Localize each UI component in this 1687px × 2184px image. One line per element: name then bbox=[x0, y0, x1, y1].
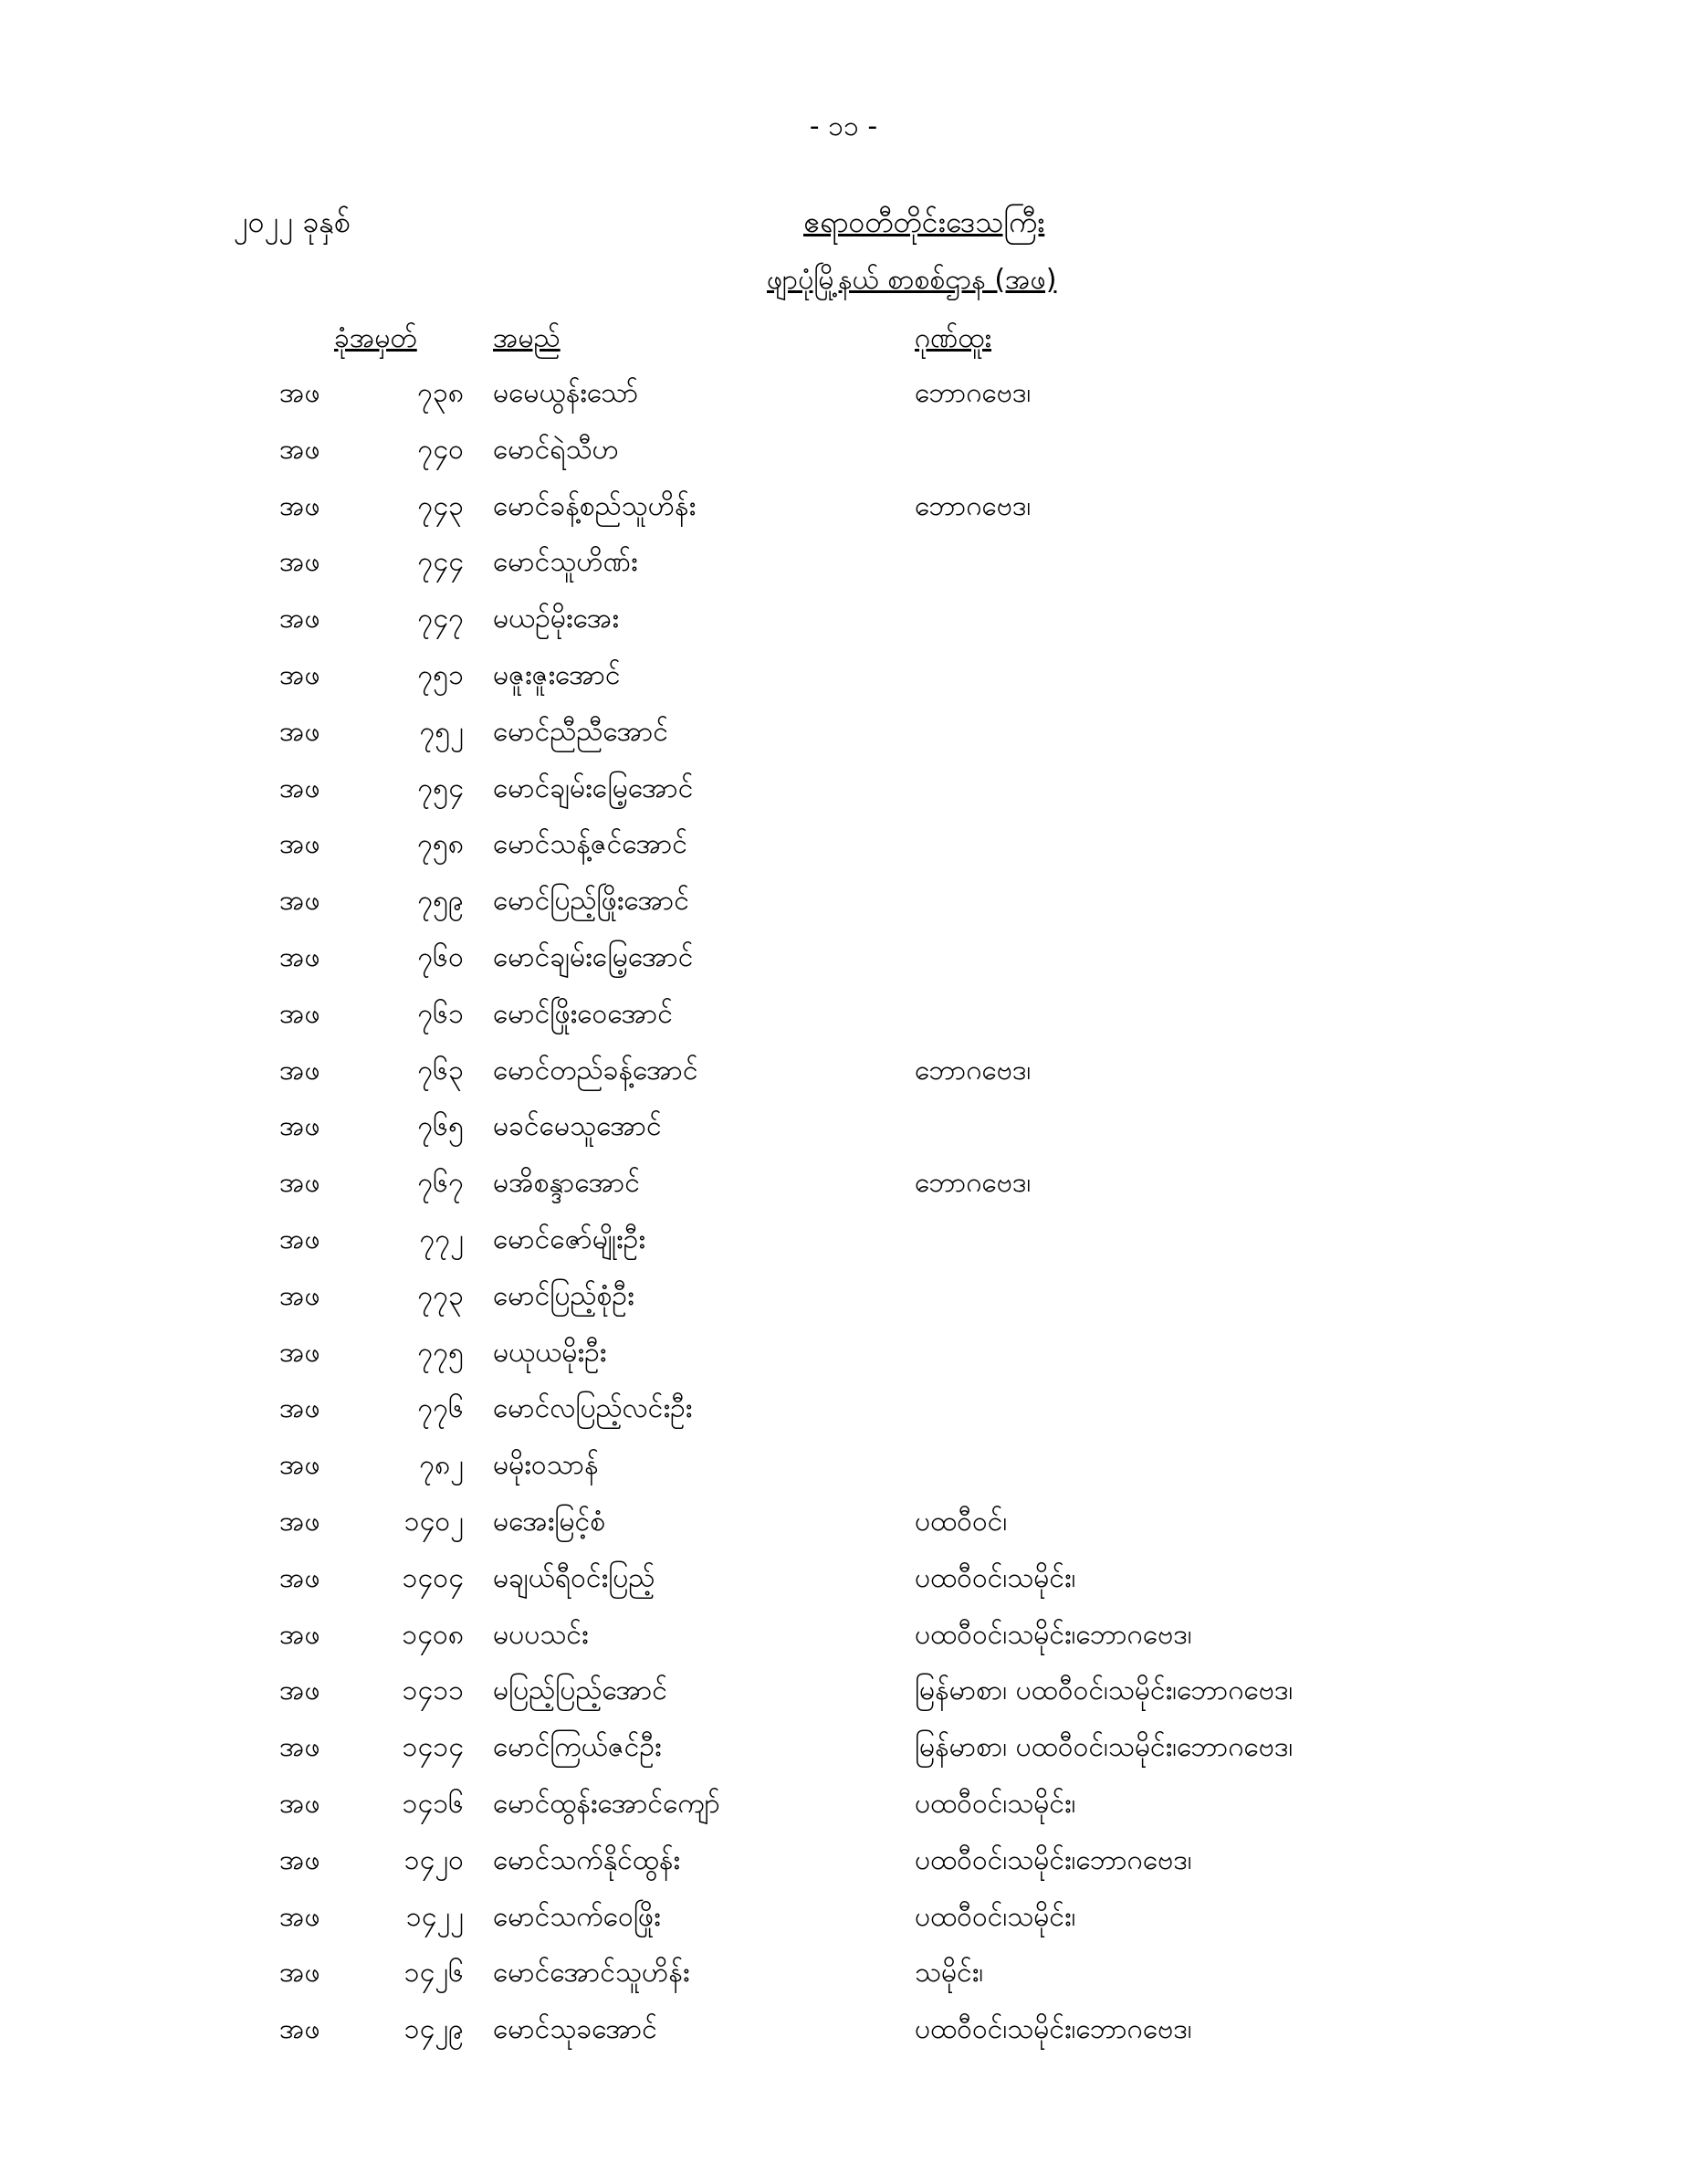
roll-prefix: အဖ bbox=[279, 489, 320, 522]
roll-number: ၇၃၈ bbox=[417, 377, 464, 409]
table-row bbox=[0, 422, 1687, 478]
distinction-subjects: ပထဝီဝင်၊သမိုင်း၊ဘောဂဗေဒ၊ bbox=[915, 1843, 1192, 1876]
roll-prefix: အဖ bbox=[279, 772, 320, 804]
student-name: မောင်ကြယ်ဇင်ဦး bbox=[493, 1731, 662, 1764]
table-row bbox=[0, 704, 1687, 761]
student-name: မချယ်ရီဝင်းပြည့် bbox=[493, 1561, 655, 1594]
roll-number: ၁၄၁၄ bbox=[402, 1731, 464, 1764]
column-header-name: အမည် bbox=[493, 322, 561, 354]
table-row bbox=[0, 365, 1687, 422]
distinction-subjects: ဘောဂဗေဒ၊ bbox=[915, 489, 1032, 522]
roll-prefix: အဖ bbox=[279, 1167, 320, 1200]
table-row bbox=[0, 1155, 1687, 1212]
roll-number: ၇၆၃ bbox=[417, 1054, 464, 1087]
roll-number: ၁၄၂၆ bbox=[403, 1957, 464, 1990]
student-name: မမိုးဝသာန် bbox=[493, 1449, 599, 1482]
table-row bbox=[0, 1212, 1687, 1268]
roll-prefix: အဖ bbox=[279, 658, 320, 691]
student-name: မောင်ပြည့်စုံဦး bbox=[493, 1279, 634, 1312]
roll-number: ၇၅၄ bbox=[417, 772, 464, 804]
student-name: မယဉ်မိုးအေး bbox=[493, 603, 619, 635]
roll-prefix: အဖ bbox=[279, 1843, 320, 1876]
roll-prefix: အဖ bbox=[279, 1392, 320, 1425]
roll-number: ၁၄၁၆ bbox=[402, 1787, 464, 1820]
roll-prefix: အဖ bbox=[279, 1054, 320, 1087]
roll-prefix: အဖ bbox=[279, 1449, 320, 1482]
roll-number: ၇၆၅ bbox=[417, 1110, 464, 1143]
distinction-subjects: သမိုင်း၊ bbox=[915, 1957, 984, 1990]
distinction-subjects: မြန်မာစာ၊ ပထဝီဝင်၊သမိုင်း၊ဘောဂဗေဒ၊ bbox=[915, 1675, 1294, 1707]
roll-number: ၇၆၇ bbox=[417, 1167, 464, 1200]
student-name: မောင်သုခအောင် bbox=[493, 2013, 657, 2046]
roll-prefix: အဖ bbox=[279, 940, 320, 973]
student-name: မောင်ဇော်မျိုးဦး bbox=[493, 1223, 645, 1255]
roll-number: ၁၄၀၄ bbox=[402, 1561, 464, 1594]
student-name: မောင်ချမ်းမြေ့အောင် bbox=[493, 772, 694, 804]
distinction-subjects: ပထဝီဝင်၊သမိုင်း၊ဘောဂဗေဒ၊ bbox=[915, 2013, 1192, 2046]
distinction-subjects: ဘောဂဗေဒ၊ bbox=[915, 1167, 1032, 1200]
table-row bbox=[0, 1889, 1687, 1946]
table-row bbox=[0, 986, 1687, 1043]
page-number: - ၁၁ - bbox=[809, 110, 878, 142]
table-row bbox=[0, 1437, 1687, 1494]
table-row bbox=[0, 1325, 1687, 1381]
roll-prefix: အဖ bbox=[279, 433, 320, 466]
student-name: မောင်အောင်သူဟိန်း bbox=[493, 1957, 690, 1990]
table-row bbox=[0, 1098, 1687, 1155]
student-name: မောင်သက်နိုင်ထွန်း bbox=[493, 1843, 681, 1876]
roll-number: ၇၄၄ bbox=[417, 546, 464, 579]
roll-number: ၇၇၅ bbox=[417, 1336, 464, 1369]
student-name: မခင်မေသူအောင် bbox=[493, 1110, 662, 1143]
distinction-subjects: ပထဝီဝင်၊သမိုင်း၊ bbox=[915, 1787, 1076, 1820]
roll-number: ၁၄၀၂ bbox=[403, 1505, 464, 1538]
student-name: မောင်ပြည့်ဖြိုးအောင် bbox=[493, 885, 689, 918]
roll-prefix: အဖ bbox=[279, 1618, 320, 1651]
student-name: မောင်သူဟိဏ်း bbox=[493, 546, 638, 579]
table-row bbox=[0, 873, 1687, 929]
roll-prefix: အဖ bbox=[279, 1223, 320, 1255]
roll-number: ၇၇၃ bbox=[417, 1279, 464, 1312]
column-header-distinction: ဂုဏ်ထူး bbox=[915, 322, 991, 354]
roll-prefix: အဖ bbox=[279, 1505, 320, 1538]
distinction-subjects: ပထဝီဝင်၊ bbox=[915, 1505, 1008, 1538]
student-name: မအေးမြင့်စံ bbox=[493, 1505, 606, 1538]
roll-number: ၇၅၁ bbox=[417, 658, 464, 691]
roll-prefix: အဖ bbox=[279, 715, 320, 748]
distinction-subjects: ပထဝီဝင်၊သမိုင်း၊ဘောဂဗေဒ၊ bbox=[915, 1618, 1192, 1651]
roll-prefix: အဖ bbox=[279, 1110, 320, 1143]
distinction-subjects: ပထဝီဝင်၊သမိုင်း၊ bbox=[915, 1900, 1076, 1933]
roll-number: ၁၄၀၈ bbox=[402, 1618, 464, 1651]
student-name: မောင်လပြည့်လင်းဦး bbox=[493, 1392, 693, 1425]
table-row bbox=[0, 761, 1687, 817]
roll-number: ၁၄၂၉ bbox=[403, 2013, 464, 2046]
table-row bbox=[0, 1043, 1687, 1099]
student-name: မောင်သန့်ဇင်အောင် bbox=[493, 828, 688, 861]
table-row bbox=[0, 1945, 1687, 2001]
distinction-subjects: ဘောဂဗေဒ၊ bbox=[915, 1054, 1032, 1087]
roll-prefix: အဖ bbox=[279, 1787, 320, 1820]
roll-number: ၇၆၁ bbox=[417, 997, 464, 1030]
roll-prefix: အဖ bbox=[279, 997, 320, 1030]
student-name: မောင်တည်ခန့်အောင် bbox=[493, 1054, 698, 1087]
student-name: မပပသင်း bbox=[493, 1618, 589, 1651]
distinction-subjects: မြန်မာစာ၊ ပထဝီဝင်၊သမိုင်း၊ဘောဂဗေဒ၊ bbox=[915, 1731, 1294, 1764]
exam-year: ၂၀၂၂ ခုနှစ် bbox=[234, 205, 351, 239]
student-name: မမေယွန်းသော် bbox=[493, 377, 639, 409]
roll-prefix: အဖ bbox=[279, 377, 320, 409]
student-name: မပြည့်ပြည့်အောင် bbox=[493, 1675, 668, 1707]
student-name: မဇူးဇူးအောင် bbox=[493, 658, 621, 691]
table-row bbox=[0, 1268, 1687, 1325]
region-title: ဧရာဝတီတိုင်းဒေသကြီး bbox=[803, 205, 1045, 239]
roll-prefix: အဖ bbox=[279, 885, 320, 918]
roll-number: ၇၆၀ bbox=[417, 940, 464, 973]
roll-number: ၁၄၂၀ bbox=[403, 1843, 464, 1876]
student-name: မောင်ရဲသီဟ bbox=[493, 433, 619, 466]
distinction-subjects: ဘောဂဗေဒ၊ bbox=[915, 377, 1032, 409]
table-row bbox=[0, 478, 1687, 535]
roll-prefix: အဖ bbox=[279, 1675, 320, 1707]
table-row bbox=[0, 2001, 1687, 2058]
table-row bbox=[0, 1776, 1687, 1832]
roll-prefix: အဖ bbox=[279, 546, 320, 579]
table-row bbox=[0, 1381, 1687, 1437]
roll-prefix: အဖ bbox=[279, 1336, 320, 1369]
table-row bbox=[0, 1607, 1687, 1664]
roll-number: ၇၈၂ bbox=[419, 1449, 464, 1482]
table-row bbox=[0, 1494, 1687, 1550]
roll-prefix: အဖ bbox=[279, 2013, 320, 2046]
roll-number: ၇၇၂ bbox=[419, 1223, 464, 1255]
roll-prefix: အဖ bbox=[279, 828, 320, 861]
table-row bbox=[0, 1719, 1687, 1776]
roll-number: ၇၇၆ bbox=[417, 1392, 464, 1425]
table-row bbox=[0, 929, 1687, 986]
roll-prefix: အဖ bbox=[279, 1957, 320, 1990]
student-name: မောင်ညီညီအောင် bbox=[493, 715, 669, 748]
roll-prefix: အဖ bbox=[279, 603, 320, 635]
table-row bbox=[0, 816, 1687, 873]
roll-number: ၇၅၈ bbox=[417, 828, 464, 861]
roll-prefix: အဖ bbox=[279, 1900, 320, 1933]
exam-center-title: ဖျာပုံမြို့နယ် စာစစ်ဌာန (အဖ) bbox=[767, 264, 1057, 296]
student-name: မောင်သက်ဝေဖြိုး bbox=[493, 1900, 661, 1933]
table-row bbox=[0, 1832, 1687, 1889]
roll-prefix: အဖ bbox=[279, 1561, 320, 1594]
table-row bbox=[0, 647, 1687, 704]
roll-number: ၇၄၀ bbox=[417, 433, 464, 466]
student-name: မောင်ထွန်းအောင်ကျော် bbox=[493, 1787, 720, 1820]
student-name: မောင်ခန့်စည်သူဟိန်း bbox=[493, 489, 697, 522]
table-row bbox=[0, 534, 1687, 591]
roll-number: ၇၄၇ bbox=[417, 603, 464, 635]
roll-number: ၇၅၂ bbox=[419, 715, 464, 748]
roll-number: ၇၅၉ bbox=[417, 885, 464, 918]
student-name: မောင်ချမ်းမြေ့အောင် bbox=[493, 940, 694, 973]
distinction-subjects: ပထဝီဝင်၊သမိုင်း၊ bbox=[915, 1561, 1076, 1594]
roll-number: ၁၄၁၁ bbox=[402, 1675, 464, 1707]
roll-number: ၇၄၃ bbox=[417, 489, 464, 522]
table-row bbox=[0, 1550, 1687, 1607]
roll-prefix: အဖ bbox=[279, 1731, 320, 1764]
results-list bbox=[0, 365, 1687, 2058]
student-name: မောင်ဖြိုးဝေအောင် bbox=[493, 997, 673, 1030]
roll-number: ၁၄၂၂ bbox=[405, 1900, 464, 1933]
student-name: မအိစန္ဒာအောင် bbox=[493, 1167, 641, 1200]
column-header-roll: ခုံအမှတ် bbox=[334, 322, 417, 354]
table-row bbox=[0, 1663, 1687, 1719]
roll-prefix: အဖ bbox=[279, 1279, 320, 1312]
table-row bbox=[0, 591, 1687, 647]
student-name: မယုယမိုးဦး bbox=[493, 1336, 607, 1369]
